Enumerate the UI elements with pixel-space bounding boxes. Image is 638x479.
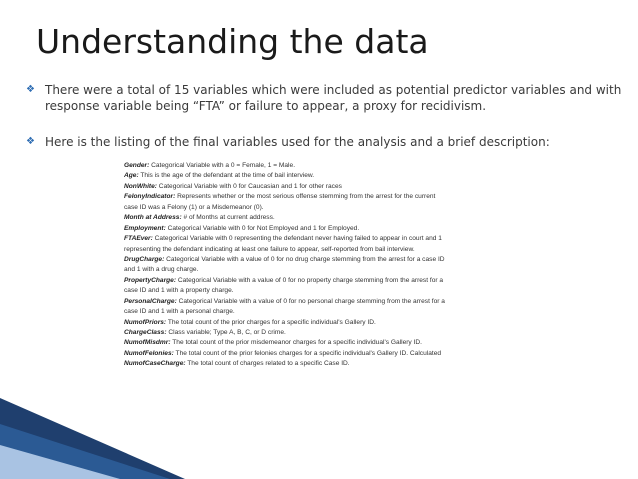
variable-term: NumofFelonies:	[124, 349, 174, 357]
variable-term: Gender:	[124, 162, 150, 169]
variable-description: Categorical Variable with a value of 0 for no drug charge stemming from the arrest for a case ID	[164, 255, 445, 263]
variable-description: Class variable; Type A, B, C, or D crime.	[166, 329, 286, 336]
variable-description: representing the defendant indicating at least one failure to appear, self-reported from bail interview.	[124, 245, 415, 253]
variable-description: The total count of the prior charges for a specific individual's Gallery ID.	[166, 318, 376, 326]
variable-description: This is the age of the defendant at the time of bail interview.	[138, 172, 315, 180]
bullet-1-text: There were a total of 15 variables which were included as potential predictor variables and with response variable being “FTA” or failure to appear, a proxy for recidivism.	[45, 83, 622, 113]
variable-term: FTAEver:	[124, 235, 153, 243]
variable-term: NonWhite:	[124, 182, 157, 190]
variable-description: and 1 with a drug charge.	[124, 266, 199, 274]
variable-term: PropertyCharge:	[124, 276, 177, 284]
variable-term: Month at Address:	[124, 214, 182, 222]
variable-term: NumofCaseCharge:	[124, 360, 186, 368]
variable-description: Categorical Variable with 0 for Caucasian and 1 for other races	[156, 182, 342, 190]
variable-description: case ID and 1 with a personal charge.	[124, 308, 235, 316]
variable-term: FelonyIndicator:	[124, 193, 176, 201]
variable-term: ChargeClass:	[124, 329, 167, 336]
diamond-bullet-icon: ❖	[26, 136, 35, 147]
variable-description: Categorical Variable with 0 for Not Employed and 1 for Employed.	[165, 224, 360, 232]
variable-term: Employment:	[124, 224, 166, 232]
variable-term: Age:	[124, 172, 139, 180]
variable-description: Categorical Variable with 0 representing the defendant never having failed to appear in court and 1	[152, 235, 442, 243]
variable-description: case ID and 1 with a property charge.	[124, 287, 234, 295]
variable-description: # of Months at current address.	[181, 214, 275, 222]
variable-term: DrugCharge:	[124, 255, 165, 263]
variable-description: The total count of charges related to a specific Case ID.	[185, 360, 350, 368]
variable-description: The total count of the prior felonies charges for a specific individual's Gallery ID. Calculated	[173, 349, 442, 357]
variable-description: Categorical Variable with a value of 0 for no personal charge stemming from the arrest for a	[176, 297, 445, 305]
variable-description: Represents whether or the most serious offense stemming from the arrest for the current	[175, 193, 436, 201]
variable-description: case ID was a Felony (1) or a Misdemeanor (0).	[124, 203, 264, 211]
diamond-bullet-icon: ❖	[26, 84, 35, 95]
variable-description: Categorical Variable with a value of 0 for no property charge stemming from the arrest for a	[176, 276, 444, 284]
variable-term: NumofMisdmr:	[124, 339, 171, 347]
variable-description: Categorical Variable with a 0 = Female, 1 = Male.	[149, 162, 296, 169]
variable-term: NumofPriors:	[124, 318, 167, 326]
variable-term: PersonalCharge:	[124, 297, 177, 305]
slide-title: Understanding the data	[36, 22, 429, 61]
variable-description: The total count of the prior misdemeanor charges for a specific individual's Gallery ID.	[170, 339, 422, 347]
bullet-2-text: Here is the listing of the final variables used for the analysis and a brief description:	[45, 135, 550, 149]
